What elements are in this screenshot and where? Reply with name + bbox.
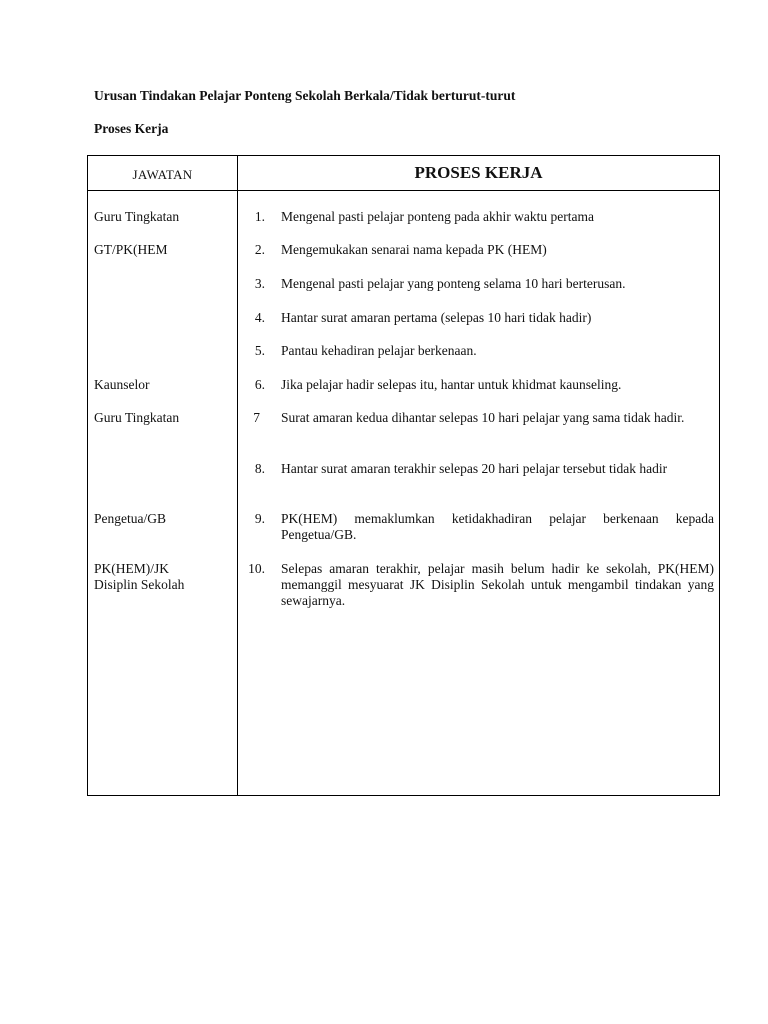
step-text: Pantau kehadiran pelajar berkenaan.: [281, 343, 477, 358]
step-number: 4.: [254, 310, 265, 325]
role-guru-tingkatan-2: Guru Tingkatan: [94, 410, 180, 425]
role-guru-tingkatan: Guru Tingkatan: [94, 209, 180, 224]
role-pengetua-gb: Pengetua/GB: [94, 511, 166, 526]
step-number: 2.: [254, 242, 265, 257]
step-text: Jika pelajar hadir selepas itu, hantar untuk khidmat kaunseling.: [281, 377, 622, 392]
step-number: 8.: [254, 461, 265, 476]
role-pk-hem-jk-disiplin: PK(HEM)/JK Disiplin Sekolah: [94, 561, 185, 592]
step-number: 9.: [254, 511, 265, 526]
step-text: Mengenal pasti pelajar ponteng pada akhir waktu pertama: [281, 209, 595, 224]
process-table: [87, 155, 720, 796]
step-number: 7: [253, 410, 260, 425]
role-gt-pk-hem: GT/PK(HEM: [94, 242, 168, 257]
step-text: Hantar surat amaran pertama (selepas 10 hari tidak hadir): [281, 310, 592, 325]
document-subtitle: Proses Kerja: [94, 121, 169, 136]
step-text: Mengenal pasti pelajar yang ponteng selama 10 hari berterusan.: [281, 276, 626, 291]
step-number: 1.: [254, 209, 265, 224]
step-text: Mengemukakan senarai nama kepada PK (HEM): [281, 242, 547, 257]
document-title: Urusan Tindakan Pelajar Ponteng Sekolah Berkala/Tidak berturut-turut: [94, 88, 516, 103]
header-divider: [88, 190, 719, 191]
step-text: PK(HEM) memaklumkan ketidakhadiran pelajar berkenaan kepada Pengetua/GB.: [281, 511, 714, 542]
step-number: 3.: [254, 276, 265, 291]
step-text: Selepas amaran terakhir, pelajar masih belum hadir ke sekolah, PK(HEM) memanggil mesyuarat JK Disiplin Sekolah untuk mengambil tindakan yang sewajarnya.: [281, 561, 714, 608]
step-text: Surat amaran kedua dihantar selepas 10 hari pelajar yang sama tidak hadir.: [281, 410, 685, 425]
header-proses-kerja: PROSES KERJA: [414, 163, 543, 182]
step-number: 6.: [254, 377, 265, 392]
step-number: 5.: [254, 343, 265, 358]
step-number: 10.: [248, 561, 265, 576]
role-kaunselor: Kaunselor: [94, 377, 150, 392]
step-text: Hantar surat amaran terakhir selepas 20 hari pelajar tersebut tidak hadir: [281, 461, 668, 476]
header-jawatan: JAWATAN: [132, 167, 193, 182]
